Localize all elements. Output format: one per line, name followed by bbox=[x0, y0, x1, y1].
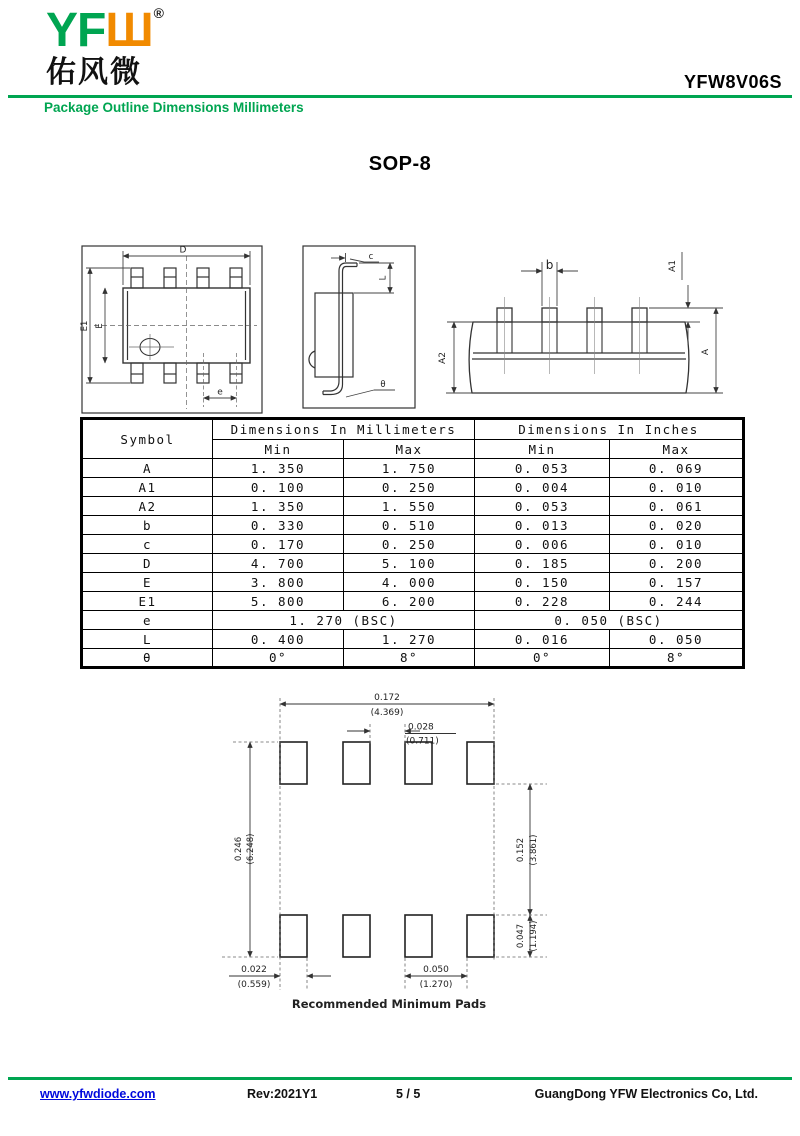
table-row bbox=[82, 535, 744, 554]
cell-mm-min: 1. 350 bbox=[213, 497, 344, 516]
col-header-mm-max: Max bbox=[344, 440, 475, 459]
pads-dim-total-height-in: 0.246 bbox=[234, 836, 244, 862]
dim-label-E: E bbox=[95, 323, 105, 329]
table-header-row-groups bbox=[82, 419, 744, 440]
cell-mm-min: 3. 800 bbox=[213, 573, 344, 592]
cell-symbol: E1 bbox=[82, 592, 213, 611]
dim-label-A1: A1 bbox=[668, 260, 678, 272]
footer-divider bbox=[8, 1077, 792, 1080]
table-row bbox=[82, 630, 744, 649]
table-row-e bbox=[82, 611, 744, 630]
table-row bbox=[82, 554, 744, 573]
cell-in-max: 0. 200 bbox=[610, 554, 744, 573]
cell-in-max: 0. 010 bbox=[610, 478, 744, 497]
cell-mm-min: 0. 170 bbox=[213, 535, 344, 554]
cell-symbol: e bbox=[82, 611, 213, 630]
cell-mm-min: 4. 700 bbox=[213, 554, 344, 573]
section-title: Package Outline Dimensions Millimeters bbox=[44, 100, 304, 115]
cell-symbol: A1 bbox=[82, 478, 213, 497]
logo-wordmark bbox=[46, 6, 163, 55]
col-header-in-max: Max bbox=[610, 440, 744, 459]
dim-label-L: L bbox=[378, 275, 389, 281]
dim-label-c: c bbox=[368, 252, 374, 262]
cell-symbol: L bbox=[82, 630, 213, 649]
cell-in-max: 0. 061 bbox=[610, 497, 744, 516]
cell-in-min: 0. 053 bbox=[475, 459, 610, 478]
cell-in-max: 8° bbox=[610, 649, 744, 668]
pads-dim-pad-height-in: 0.047 bbox=[516, 923, 526, 949]
pads-dim-gap-in: 0.028 bbox=[408, 722, 434, 733]
pads-dim-pitch-mm: (1.270) bbox=[419, 980, 453, 990]
cell-in-max: 0. 050 bbox=[610, 630, 744, 649]
part-number: YFW8V06S bbox=[683, 72, 782, 92]
recommended-pads-drawing bbox=[215, 685, 560, 1015]
table-row bbox=[82, 516, 744, 535]
cell-mm-max: 1. 750 bbox=[344, 459, 475, 478]
table-row bbox=[82, 649, 744, 668]
cell-mm-max: 6. 200 bbox=[344, 592, 475, 611]
pads-dim-total-width-mm: (4.369) bbox=[370, 708, 404, 718]
col-header-in-min: Min bbox=[475, 440, 610, 459]
dim-label-theta: θ bbox=[380, 380, 386, 390]
cell-in-min: 0. 150 bbox=[475, 573, 610, 592]
pads-dim-total-width-in: 0.172 bbox=[374, 693, 400, 703]
cell-in-min: 0. 013 bbox=[475, 516, 610, 535]
cell-symbol: D bbox=[82, 554, 213, 573]
dim-label-D: D bbox=[179, 245, 187, 256]
cell-mm-min: 0. 400 bbox=[213, 630, 344, 649]
cell-symbol: A2 bbox=[82, 497, 213, 516]
col-header-inches: Dimensions In Inches bbox=[475, 419, 744, 440]
cell-in-min: 0° bbox=[475, 649, 610, 668]
cell-mm-max: 0. 250 bbox=[344, 478, 475, 497]
cell-mm-max: 1. 270 bbox=[344, 630, 475, 649]
cell-mm-min: 0° bbox=[213, 649, 344, 668]
cell-symbol: b bbox=[82, 516, 213, 535]
table-row bbox=[82, 497, 744, 516]
cell-in-max: 0. 020 bbox=[610, 516, 744, 535]
header-divider bbox=[8, 95, 792, 98]
pads-dim-pad-width-in: 0.022 bbox=[241, 965, 267, 975]
logo-w-glyph: Ш bbox=[105, 4, 153, 57]
cell-in-max: 0. 157 bbox=[610, 573, 744, 592]
company-name: GuangDong YFW Electronics Co, Ltd. bbox=[534, 1087, 758, 1101]
dim-label-e: e bbox=[217, 387, 223, 398]
yfw-logo bbox=[46, 6, 163, 88]
pads-dim-total-height-mm: (6.248) bbox=[246, 833, 256, 865]
cell-mm-max: 1. 550 bbox=[344, 497, 475, 516]
table-row bbox=[82, 459, 744, 478]
cell-mm-min: 0. 330 bbox=[213, 516, 344, 535]
cell-in-max: 0. 010 bbox=[610, 535, 744, 554]
cell-in-min: 0. 006 bbox=[475, 535, 610, 554]
cell-in-min: 0. 004 bbox=[475, 478, 610, 497]
dim-label-b: b bbox=[545, 258, 554, 272]
table-row bbox=[82, 592, 744, 611]
table-row bbox=[82, 478, 744, 497]
cell-mm-max: 5. 100 bbox=[344, 554, 475, 573]
front-view-drawing bbox=[430, 245, 730, 405]
pads-dim-pad-height-mm: (1.194) bbox=[529, 920, 539, 952]
cell-in-min: 0. 016 bbox=[475, 630, 610, 649]
dim-label-E1: E1 bbox=[80, 320, 90, 332]
dimensions-table bbox=[80, 417, 745, 669]
pads-caption: Recommended Minimum Pads bbox=[291, 997, 487, 1011]
dim-label-A2: A2 bbox=[438, 352, 448, 364]
col-header-symbol: Symbol bbox=[82, 419, 213, 459]
side-view-drawing bbox=[295, 240, 425, 415]
cell-in-max: 0. 069 bbox=[610, 459, 744, 478]
cell-mm-max: 0. 250 bbox=[344, 535, 475, 554]
package-title: SOP-8 bbox=[368, 153, 432, 175]
cell-in-min: 0. 228 bbox=[475, 592, 610, 611]
table-row bbox=[82, 573, 744, 592]
cell-mm-min: 0. 100 bbox=[213, 478, 344, 497]
cell-symbol: A bbox=[82, 459, 213, 478]
cell-mm-min: 5. 800 bbox=[213, 592, 344, 611]
cell-mm-span: 1. 270 (BSC) bbox=[213, 611, 475, 630]
pads-dim-pitch-in: 0.050 bbox=[423, 965, 449, 975]
cell-symbol: θ bbox=[82, 649, 213, 668]
cell-symbol: c bbox=[82, 535, 213, 554]
pads-dim-row-gap-mm: (3.861) bbox=[529, 834, 539, 866]
col-header-mm: Dimensions In Millimeters bbox=[213, 419, 475, 440]
cell-mm-max: 0. 510 bbox=[344, 516, 475, 535]
page-number: 5 / 5 bbox=[396, 1087, 421, 1101]
pads-dim-row-gap-in: 0.152 bbox=[516, 837, 526, 863]
logo-chinese-name: 佑风微 bbox=[46, 56, 142, 89]
cell-symbol: E bbox=[82, 573, 213, 592]
cell-in-min: 0. 053 bbox=[475, 497, 610, 516]
cell-in-min: 0. 185 bbox=[475, 554, 610, 573]
pads-dim-gap-mm: (0.711) bbox=[406, 736, 439, 747]
cell-in-max: 0. 244 bbox=[610, 592, 744, 611]
cell-in-span: 0. 050 (BSC) bbox=[475, 611, 744, 630]
cell-mm-max: 4. 000 bbox=[344, 573, 475, 592]
logo-yf-text: YF bbox=[46, 4, 106, 57]
pads-dim-pad-width-mm: (0.559) bbox=[237, 980, 271, 990]
registered-trademark-icon: ® bbox=[153, 5, 163, 21]
dim-label-A: A bbox=[701, 348, 711, 356]
cell-mm-max: 8° bbox=[344, 649, 475, 668]
revision-label: Rev:2021Y1 bbox=[247, 1087, 318, 1101]
col-header-mm-min: Min bbox=[213, 440, 344, 459]
top-view-drawing bbox=[75, 240, 275, 420]
website-link[interactable]: www.yfwdiode.com bbox=[40, 1087, 156, 1101]
cell-mm-min: 1. 350 bbox=[213, 459, 344, 478]
